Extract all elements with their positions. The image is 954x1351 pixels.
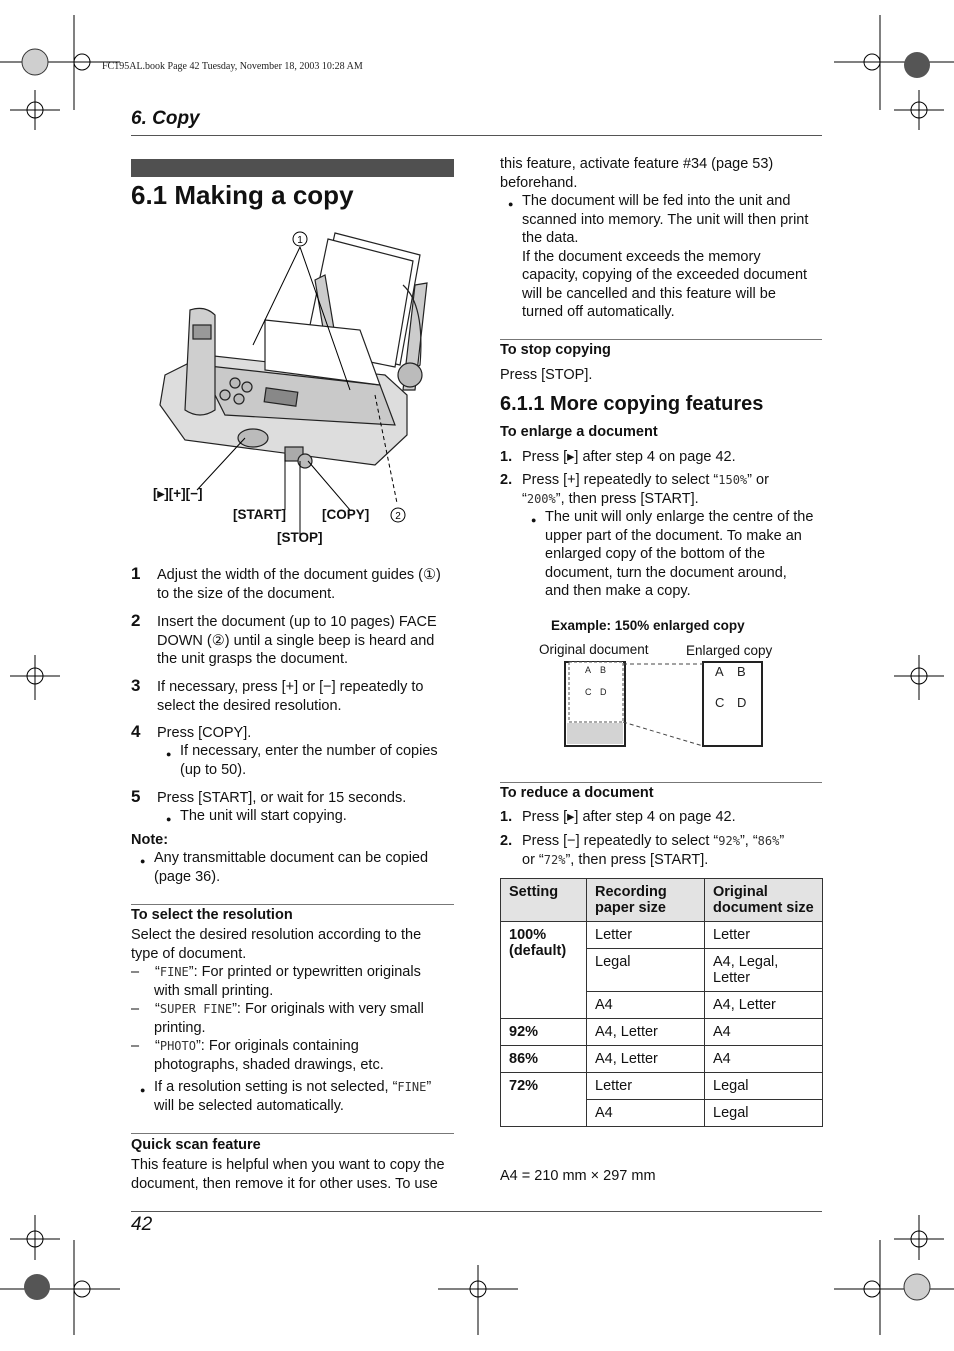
resolution-bullet: ● If a resolution setting is not selected, “FINE” will be selected automatically. <box>154 1078 431 1115</box>
letter-c: C <box>585 687 592 697</box>
table-cell: A4 <box>587 992 705 1019</box>
table-cell: 92% <box>501 1019 587 1046</box>
label-copy: [COPY] <box>322 507 370 522</box>
table-header: Setting <box>501 879 587 922</box>
subsection-title: 6.1.1 More copying features <box>500 393 764 415</box>
table-footnote: A4 = 210 mm × 297 mm <box>500 1168 656 1184</box>
letter-b: B <box>600 665 607 675</box>
step-number: 4 <box>131 722 141 741</box>
original-doc-label: Original document <box>539 642 649 657</box>
label-start: [START] <box>233 507 286 522</box>
divider <box>500 339 822 340</box>
stop-text: Press [STOP]. <box>500 367 593 383</box>
step-number: 5 <box>131 787 141 806</box>
divider <box>500 782 822 783</box>
table-cell: A4 <box>587 1100 705 1127</box>
quickscan-bullet: ● The document will be fed into the unit and scanned into memory. The unit will then print the data. If the document exceeds the memory capacity, copying of the exceeded document will be cancelled and this feature will be turned off automatically. <box>522 192 808 322</box>
label-stop: [STOP] <box>277 530 323 545</box>
enlarge-step-2: 2. Press [+] repeatedly to select “150%” or “200%”, then press [START]. <box>500 472 769 507</box>
table-row <box>501 922 823 949</box>
table-cell: Letter <box>587 922 705 949</box>
enlarge-bullet: ● The unit will only enlarge the centre of the upper part of the document. To make an enlarged copy of the bottom of the document, turn the document around, and then make a copy. <box>545 508 813 601</box>
quickscan-text: This feature is helpful when you want to copy the document, then remove it for other uses. To use <box>131 1157 445 1192</box>
table-cell: A4 <box>705 1019 823 1046</box>
example-caption: Example: 150% enlarged copy <box>551 618 745 633</box>
letter-a-large: A <box>715 664 724 679</box>
footer-rule <box>131 1211 822 1212</box>
letter-d-large: D <box>737 695 747 710</box>
callout-2: 2 <box>395 511 401 522</box>
reduce-heading: To reduce a document <box>500 785 654 801</box>
table-row <box>501 1073 823 1100</box>
table-cell: A4, Letter <box>587 1019 705 1046</box>
page-title: 6.1 Making a copy <box>131 180 354 210</box>
header-rule <box>131 135 822 136</box>
enlarged-copy-label: Enlarged copy <box>686 643 773 658</box>
step-text: If necessary, press [+] or [−] repeatedly to select the desired resolution. <box>157 679 424 714</box>
resolution-fine: – “FINE”: For printed or typewritten originals with small printing. <box>131 964 421 999</box>
step-text: Insert the document (up to 10 pages) FACE DOWN (②) until a single beep is heard and the unit grasps the document. <box>157 614 437 667</box>
letter-b-large: B <box>737 664 746 679</box>
file-info: FC195AL.book Page 42 Tuesday, November 18, 2003 10:28 AM <box>102 61 363 72</box>
table-header: Original document size <box>705 879 823 922</box>
enlarge-example-diagram <box>560 660 770 752</box>
letter-c-large: C <box>715 695 725 710</box>
enlarge-heading: To enlarge a document <box>500 424 658 440</box>
resolution-photo: – “PHOTO”: For originals containing photographs, shaded drawings, etc. <box>131 1038 384 1073</box>
step-text: Adjust the width of the document guides (①) to the size of the document. <box>157 567 441 602</box>
resolution-superfine: – “SUPER FINE”: For originals with very small printing. <box>131 1001 424 1036</box>
page-number: 42 <box>131 1214 153 1235</box>
step-number: 1 <box>131 564 141 583</box>
step-text: Press [COPY]. <box>157 725 252 741</box>
table-cell: A4 <box>705 1046 823 1073</box>
quickscan-text-cont: this feature, activate feature #34 (page 53) beforehand. <box>500 156 774 191</box>
note-heading: Note: <box>131 832 169 848</box>
table-row <box>501 1019 823 1046</box>
table-cell: A4, Legal, Letter <box>705 949 823 992</box>
resolution-intro: Select the desired resolution according to the type of document. <box>131 927 422 962</box>
divider <box>131 1133 454 1134</box>
callout-1: 1 <box>297 235 303 246</box>
step-bullet: ● If necessary, enter the number of copies (up to 50). <box>180 742 438 779</box>
note-bullet: ● Any transmittable document can be copied (page 36). <box>154 849 428 886</box>
label-arrow-plus-minus: [▸][+][−] <box>153 486 203 501</box>
reduce-step-1: 1. Press [▸] after step 4 on page 42. <box>500 809 736 825</box>
step-text: Press [START], or wait for 15 seconds. <box>157 790 407 806</box>
step-bullet: ● The unit will start copying. <box>180 807 347 826</box>
table-header: Recording paper size <box>587 879 705 922</box>
step-number: 2 <box>131 611 141 630</box>
table-header-row <box>501 879 823 922</box>
reduce-step-2: 2. Press [−] repeatedly to select “92%”, “86%” or “72%”, then press [START]. <box>500 833 785 868</box>
table-cell: 100% (default) <box>501 922 587 1019</box>
table-cell: Legal <box>705 1073 823 1100</box>
quickscan-heading: Quick scan feature <box>131 1137 261 1153</box>
table-cell: 86% <box>501 1046 587 1073</box>
fax-machine-illustration <box>145 225 465 555</box>
table-cell: A4, Letter <box>587 1046 705 1073</box>
letter-d: D <box>600 687 607 697</box>
table-cell: Legal <box>587 949 705 992</box>
resolution-heading: To select the resolution <box>131 907 293 923</box>
divider <box>131 904 454 905</box>
paper-size-table <box>500 878 823 1127</box>
title-bar <box>131 159 454 177</box>
section-label: 6. Copy <box>131 108 200 129</box>
step-number: 3 <box>131 676 141 695</box>
table-cell: Legal <box>705 1100 823 1127</box>
enlarge-step-1: 1. Press [▸] after step 4 on page 42. <box>500 449 736 465</box>
table-cell: Letter <box>705 922 823 949</box>
letter-a: A <box>585 665 592 675</box>
table-cell: Letter <box>587 1073 705 1100</box>
stop-heading: To stop copying <box>500 342 611 358</box>
table-cell: 72% <box>501 1073 587 1127</box>
table-cell: A4, Letter <box>705 992 823 1019</box>
table-row <box>501 1046 823 1073</box>
